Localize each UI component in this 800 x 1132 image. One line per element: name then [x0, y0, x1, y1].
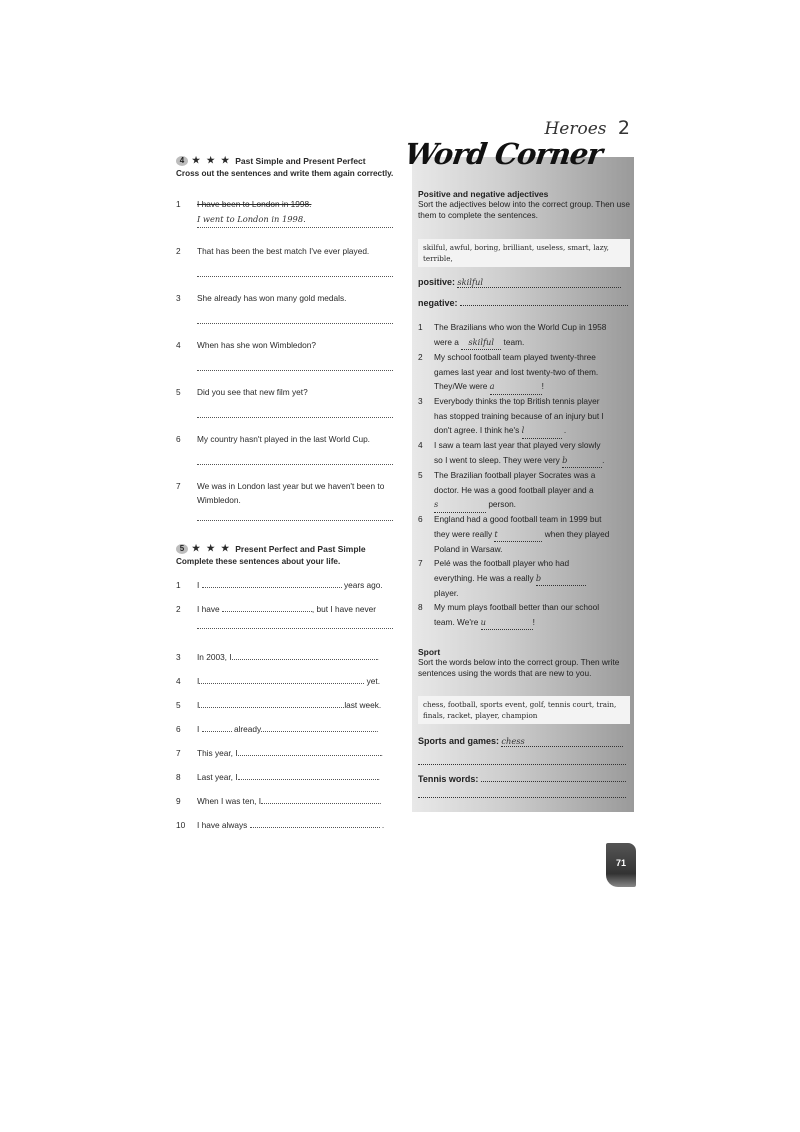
answer-line[interactable] [197, 370, 393, 371]
blank[interactable] [238, 746, 381, 756]
exercise-number-badge: 4 [176, 156, 188, 166]
word-corner-title: Word Corner [402, 137, 605, 171]
section-title: Positive and negative adjectives [418, 189, 549, 199]
blank-with-hint[interactable]: u [481, 615, 533, 631]
exercise-5-title [176, 543, 394, 554]
blank-with-hint[interactable]: a [490, 379, 542, 395]
blank-with-hint[interactable]: t [494, 527, 542, 543]
blank-with-hint[interactable]: b [562, 453, 602, 469]
negative-row: negative: [418, 296, 630, 308]
answer-line[interactable] [418, 764, 626, 765]
handwritten-answer: I went to London in 1998. [197, 214, 306, 224]
exercise-title-text: Past Simple and Present Perfect [235, 155, 366, 166]
blank-with-hint[interactable]: l [522, 423, 562, 439]
exercise-4: 4 ★ ★ ★ Past Simple and Present Perfect Cross out the sentences and write them again correctly. 1 I have been to London in 1998. I went to London in 1998. 2 That has been the best match I've ever played. 3 She already has won many gold medals. 4 When has she won Wimbledon? 5 Did you see that new film yet? 6 My country hasn't played in the last World Cup. 7 We was in London last year but we haven't been to Wimbledon. [176, 155, 394, 179]
unit-title: Heroes [544, 119, 607, 139]
difficulty-stars: ★ ★ ★ [192, 155, 232, 165]
page-number-tab [606, 843, 636, 887]
exercise-4-title [176, 155, 394, 166]
tennis-words-row: Tennis words: [418, 772, 630, 784]
blank-with-hint[interactable]: skilful [461, 335, 501, 351]
answer-line[interactable] [197, 323, 393, 324]
unit-number: 2 [617, 117, 630, 139]
blank[interactable] [250, 818, 380, 828]
adjectives-word-box: skilful, awful, boring, brilliant, useless, smart, lazy, terrible, [418, 239, 630, 267]
difficulty-stars: ★ ★ ★ [192, 543, 232, 553]
exercise-instruction: Complete these sentences about your life. [176, 557, 341, 566]
blank[interactable] [261, 794, 379, 804]
adjectives-section [418, 189, 630, 221]
blank-with-hint[interactable]: s [434, 497, 486, 513]
tennis-answer-line[interactable] [481, 772, 626, 782]
adjectives-items: 1 The Brazilians who won the World Cup in 1958 were a skilful team. 2 My school football team played twenty-three games last year and lost twenty-two of them. They/We were a ! 3 Everybody thinks the top British tennis player has stopped training because of an injury but I don't agree. I think he's l . 4 I saw a team last year that played very slowly so I went to sleep. They were very b . 5 The Brazilian football player Socrates was a doctor. He was a good football player and a s person. 6 England had a good football team in 1999 but they were really t when they played Poland in Warsaw. 7 Pelé was the football player who had everything. He was a really b player. 8 My mum plays football better than our school team. We're u ! [412, 320, 634, 640]
answer-line[interactable] [197, 520, 393, 521]
positive-row: positive: skilful [418, 277, 630, 288]
positive-answer[interactable]: skilful [457, 277, 621, 288]
exercise-title-text: Present Perfect and Past Simple [235, 543, 366, 554]
blank[interactable] [202, 722, 232, 732]
blank[interactable] [222, 602, 312, 612]
blank-with-hint[interactable]: b [536, 571, 586, 587]
answer-line[interactable] [197, 464, 393, 465]
negative-answer-line[interactable] [460, 296, 628, 306]
sports-games-row: Sports and games: chess [418, 736, 630, 747]
sports-games-answer[interactable]: chess [501, 736, 623, 747]
blank[interactable] [202, 578, 342, 588]
blank[interactable] [261, 722, 376, 732]
blank[interactable] [199, 698, 344, 708]
answer-line[interactable] [197, 417, 393, 418]
exercise-number-badge: 5 [176, 544, 188, 554]
sport-section [418, 647, 630, 679]
exercise-instruction: Cross out the sentences and write them again correctly. [176, 169, 394, 178]
unit-header [544, 117, 630, 139]
answer-line[interactable] [197, 276, 393, 277]
answer-line[interactable] [197, 227, 393, 228]
exercise-5: 5 ★ ★ ★ Present Perfect and Past Simple Complete these sentences about your life. 1 I years ago. 2 I have , but I have never 3 In 2003, I . 4 I yet. 5 I last week. 6 I already . 7 This year, I . 8 Last year, I . 9 When I was ten, I . 10 I have always . [176, 543, 394, 567]
section-instruction: Sort the adjectives below into the correct group. Then use them to complete the sentences. [418, 199, 631, 220]
sport-word-box: chess, football, sports event, golf, tennis court, train, finals, racket, player, champion [418, 696, 630, 724]
answer-line[interactable] [197, 628, 393, 629]
blank[interactable] [238, 770, 378, 780]
page-number: 71 [615, 858, 626, 868]
blank[interactable] [199, 674, 364, 684]
item-number: 1 [176, 199, 181, 209]
crossed-out-sentence: I have been to London in 1998. [197, 199, 312, 209]
answer-line[interactable] [418, 797, 626, 798]
section-instruction: Sort the words below into the correct group. Then write sentences using the words that are new to you. [418, 657, 620, 678]
section-title: Sport [418, 647, 441, 657]
blank[interactable] [232, 650, 377, 660]
